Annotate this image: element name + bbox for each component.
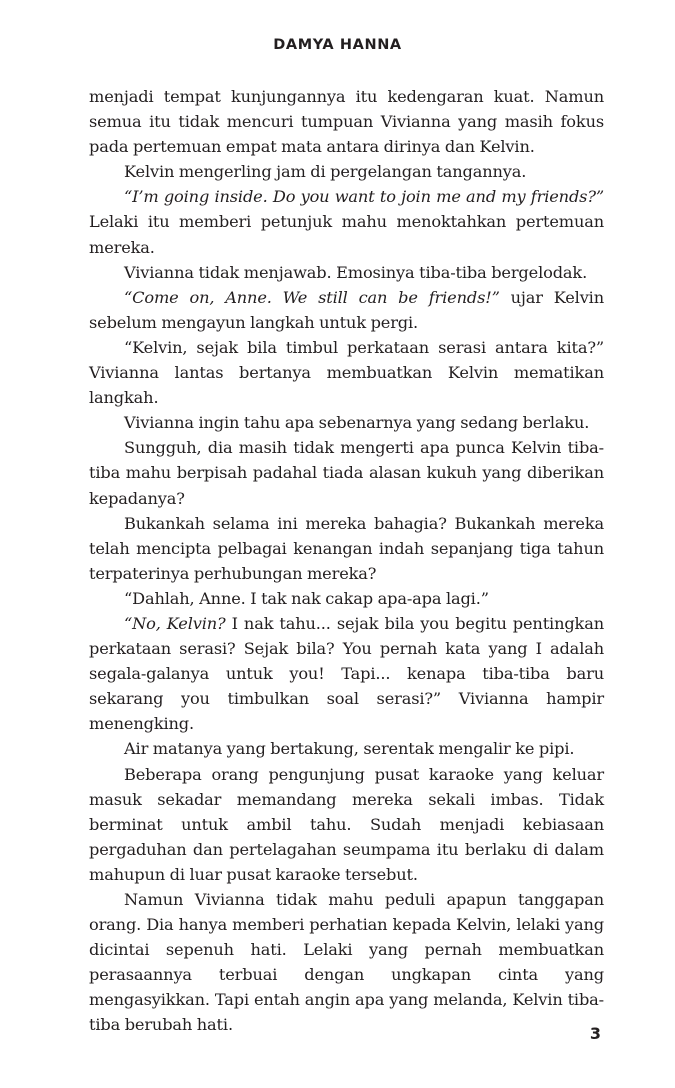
paragraph: [89, 184, 604, 259]
narration: ujar Kelvin sebelum mengayun langkah untuk pergi.: [89, 287, 604, 332]
narration: Lelaki itu memberi petunjuk mahu menoktahkan pertemuan mereka.: [89, 212, 604, 257]
paragraph: Air matanya yang bertakung, serentak mengalir ke pipi.: [124, 739, 575, 759]
paragraph: Vivianna ingin tahu apa sebenarnya yang sedang berlaku.: [124, 413, 590, 433]
body-text: [89, 84, 604, 1038]
paragraph: Kelvin mengerling jam di pergelangan tangannya.: [124, 162, 527, 182]
paragraph: [89, 285, 604, 335]
paragraph: Beberapa orang pengunjung pusat karaoke yang keluar masuk sekadar memandang mereka sekali imbas. Tidak berminat untuk ambil tahu. Sudah menjadi kebiasaan pergaduhan dan pertelagahan seumpama itu berlaku di dalam mahupun di luar pusat karaoke tersebut.: [89, 764, 604, 884]
narration: I nak tahu... sejak bila you begitu pentingkan perkataan serasi? Sejak bila? You pernah kata yang I adalah segala-galanya untuk you! Tapi... kenapa tiba-tiba baru sekarang you timbulkan soal serasi?” Vivianna hampir menengking.: [89, 613, 604, 734]
italic-dialogue: “I’m going inside. Do you want to join me and my friends?”: [124, 187, 604, 207]
running-header: DAMYA HANNA: [273, 37, 402, 53]
paragraph: [89, 611, 604, 736]
paragraph: Vivianna tidak menjawab. Emosinya tiba-tiba bergelodak.: [124, 262, 588, 282]
paragraph: Namun Vivianna tidak mahu peduli apapun tanggapan orang. Dia hanya memberi perhatian kepada Kelvin, lelaki yang dicintai sepenuh hati. Lelaki yang pernah membuatkan perasaannya terbuai dengan ungkapan cinta yang mengasyikkan. Tapi entah angin apa yang melanda, Kelvin tiba-tiba berubah hati.: [89, 890, 604, 1035]
italic-dialogue: “Come on, Anne. We still can be friends!”: [124, 287, 500, 307]
paragraph: menjadi tempat kunjungannya itu kedengaran kuat. Namun semua itu tidak mencuri tumpuan Vivianna yang masih fokus pada pertemuan empat mata antara dirinya dan Kelvin.: [89, 87, 604, 157]
paragraph: Bukankah selama ini mereka bahagia? Bukankah mereka telah mencipta pelbagai kenangan indah sepanjang tiga tahun terpaterinya perhubungan mereka?: [89, 513, 604, 583]
paragraph: Sungguh, dia masih tidak mengerti apa punca Kelvin tiba-tiba mahu berpisah padahal tiada alasan kukuh yang diberikan kepadanya?: [89, 438, 604, 508]
paragraph: “Kelvin, sejak bila timbul perkataan serasi antara kita?” Vivianna lantas bertanya membuatkan Kelvin mematikan langkah.: [89, 337, 604, 408]
page-number: 3: [589, 1024, 601, 1043]
italic-dialogue: “No, Kelvin?: [124, 613, 226, 633]
paragraph: “Dahlah, Anne. I tak nak cakap apa-apa lagi.”: [124, 588, 489, 608]
